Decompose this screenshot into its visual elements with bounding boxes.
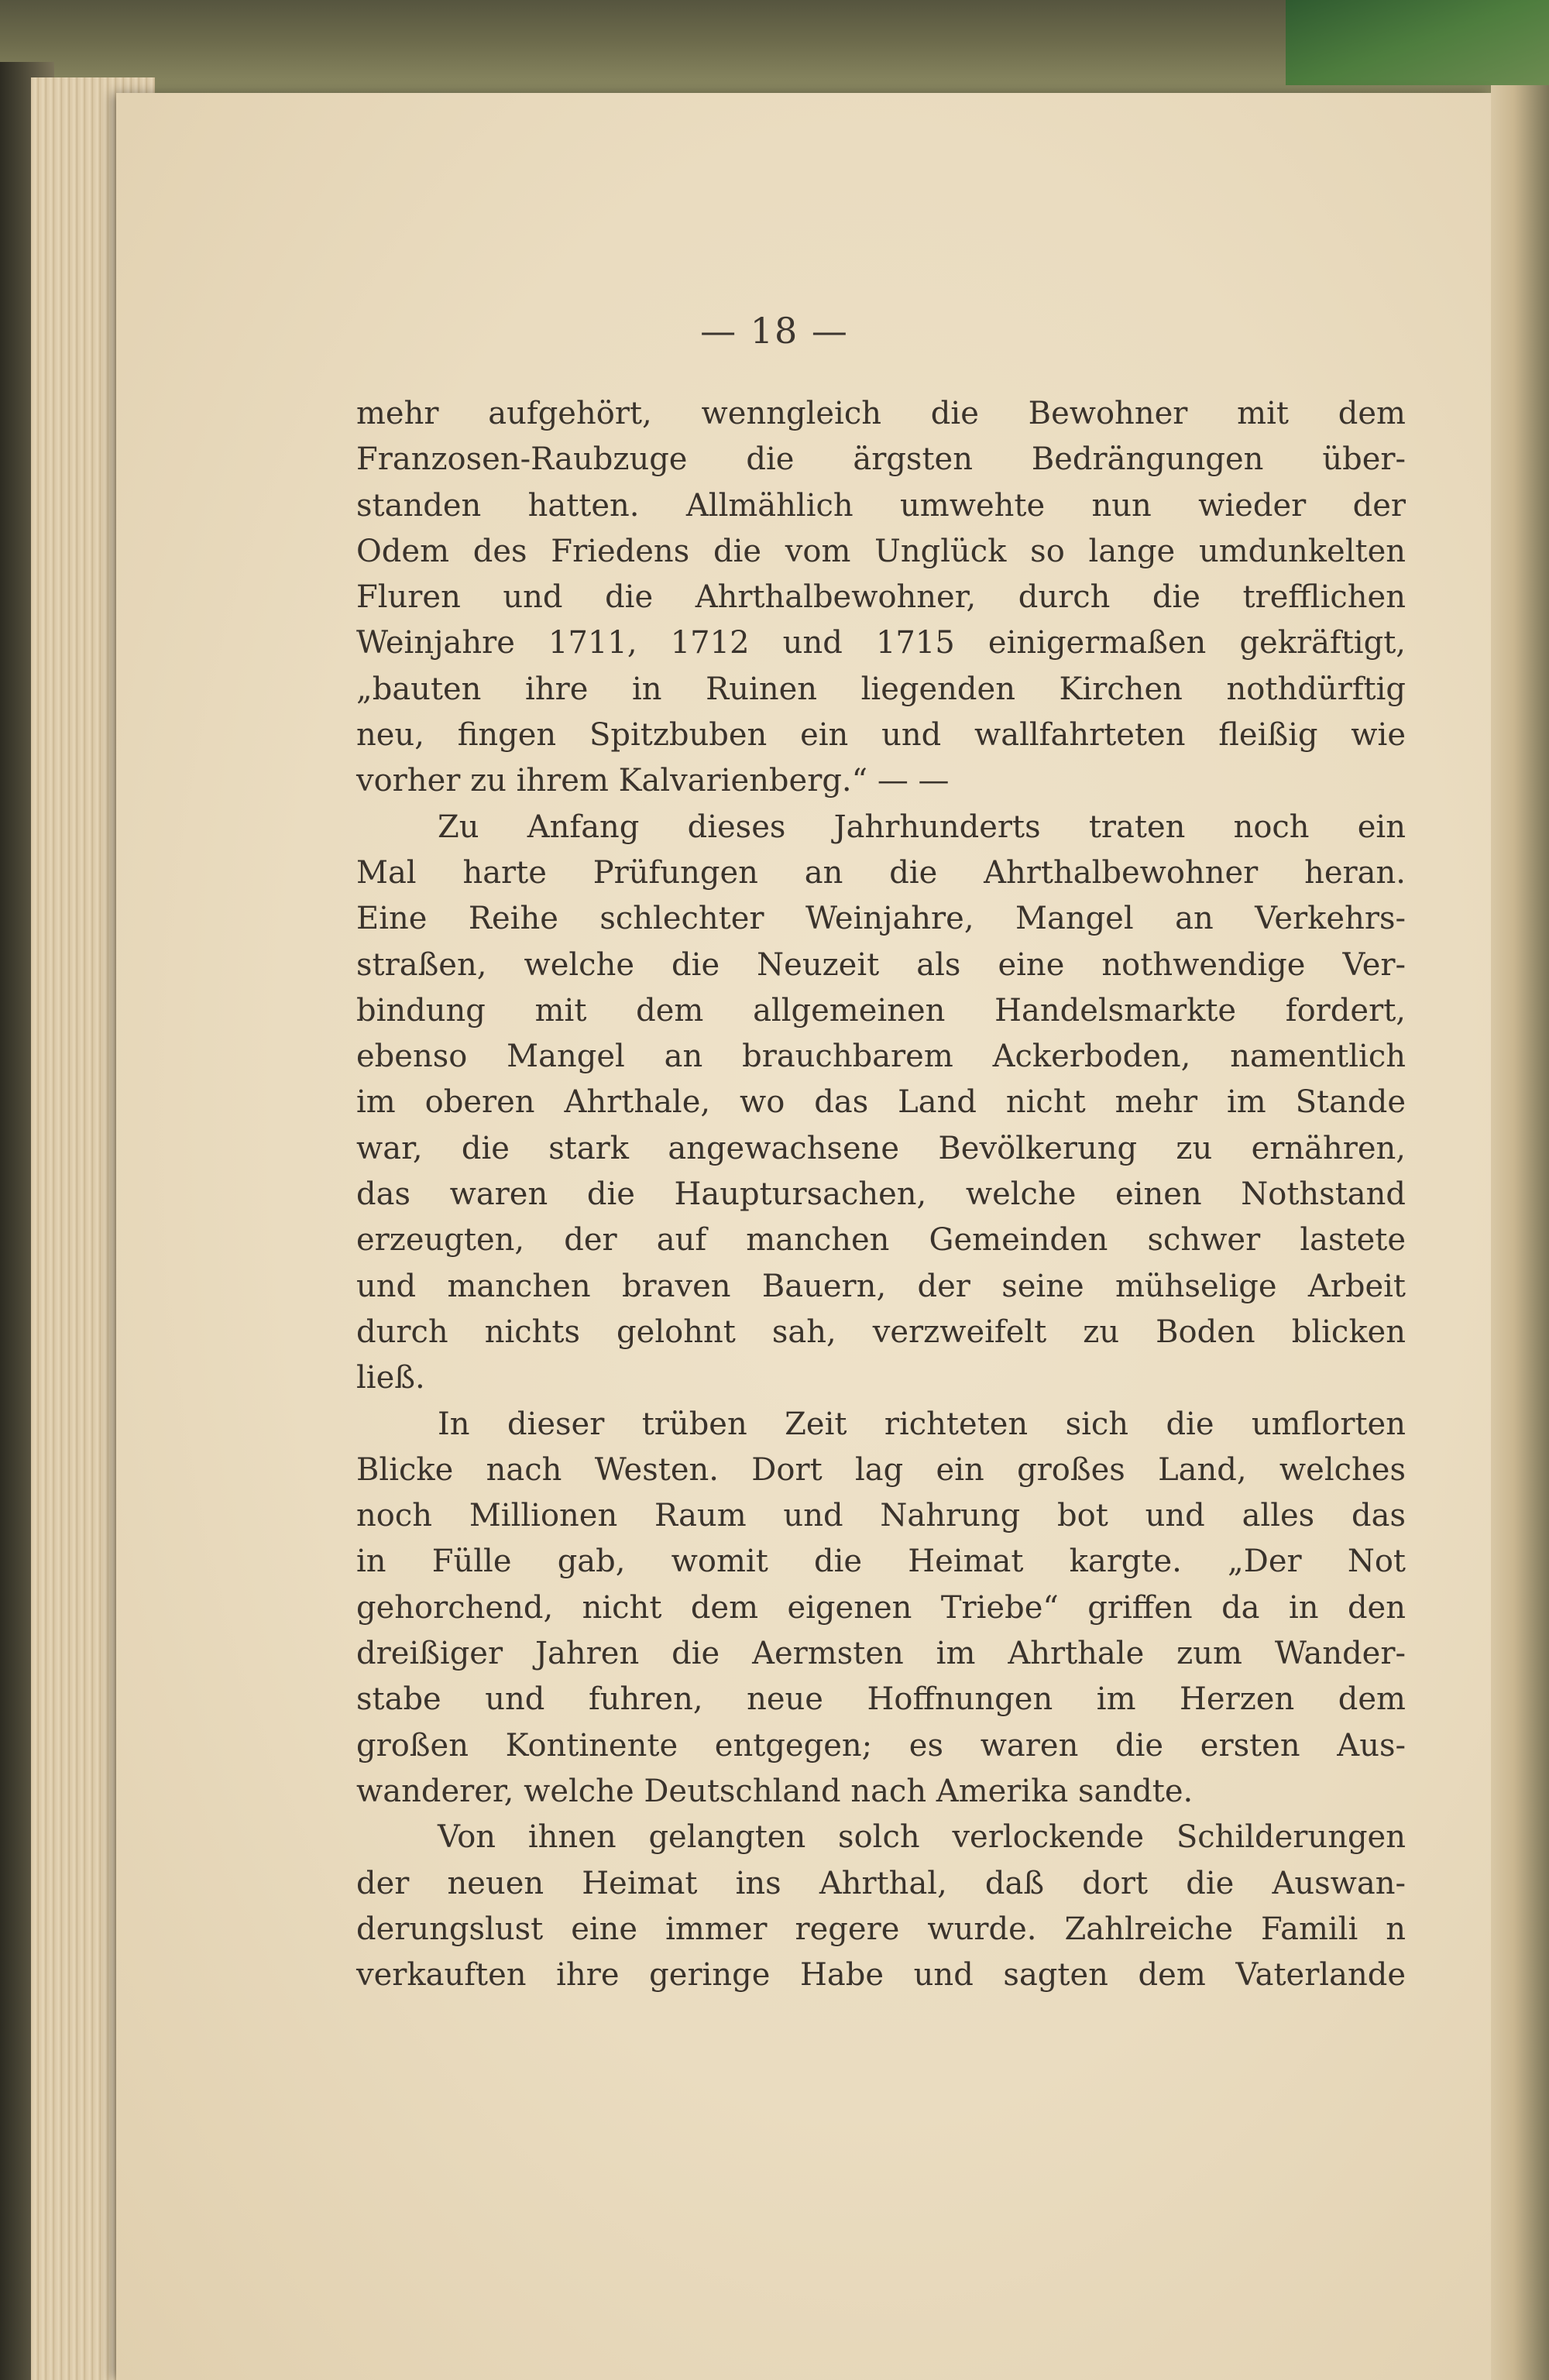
text-line: Von ihnen gelangten solch verlockende Schilderungen	[438, 1819, 1406, 1856]
text-line: gehorchend, nicht dem eigenen Triebe“ griffen da in den	[356, 1589, 1406, 1626]
text-line: Blicke nach Westen. Dort lag ein großes Land, welches	[356, 1451, 1406, 1488]
text-line: In dieser trüben Zeit richteten sich die umflorten	[438, 1406, 1406, 1442]
text-line: der neuen Heimat ins Ahrthal, daß dort die Auswan-	[356, 1865, 1406, 1901]
text-line: stabe und fuhren, neue Hoffnungen im Herzen dem	[356, 1681, 1406, 1718]
text-line: großen Kontinente entgegen; es waren die ersten Aus-	[356, 1727, 1406, 1764]
page-number: — 18 —	[700, 310, 849, 352]
text-line: standen hatten. Allmählich umwehte nun wieder der	[356, 487, 1406, 524]
text-line: „bauten ihre in Ruinen liegenden Kirchen nothdürftig	[356, 671, 1406, 707]
book-binding-corner	[1286, 0, 1549, 85]
text-line: war, die stark angewachsene Bevölkerung zu ernähren,	[356, 1130, 1406, 1166]
body-text	[356, 391, 1406, 1998]
text-line: wanderer, welche Deutschland nach Amerika sandte.	[356, 1773, 1194, 1809]
text-line: in Fülle gab, womit die Heimat kargte. „Der Not	[356, 1544, 1406, 1580]
text-line: Weinjahre 1711, 1712 und 1715 einigermaßen gekräftigt,	[356, 625, 1406, 661]
text-line: neu, fingen Spitzbuben ein und wallfahrteten fleißig wie	[356, 717, 1406, 754]
text-line: im oberen Ahrthale, wo das Land nicht mehr im Stande	[356, 1084, 1406, 1121]
text-line: Mal harte Prüfungen an die Ahrthalbewohner heran.	[356, 854, 1406, 891]
text-line: erzeugten, der auf manchen Gemeinden schwer lastete	[356, 1222, 1406, 1259]
text-line: derungslust eine immer regere wurde. Zahlreiche Famili n	[356, 1911, 1406, 1947]
text-line: Franzosen-Raubzuge die ärgsten Bedrängungen über-	[356, 441, 1406, 478]
text-line: verkauften ihre geringe Habe und sagten dem Vaterlande	[356, 1957, 1406, 1994]
text-line: ließ.	[356, 1360, 425, 1396]
text-line: und manchen braven Bauern, der seine mühselige Arbeit	[356, 1268, 1406, 1304]
text-line: Fluren und die Ahrthalbewohner, durch die trefflichen	[356, 579, 1406, 616]
text-line: Eine Reihe schlechter Weinjahre, Mangel an Verkehrs-	[356, 901, 1406, 937]
text-line: bindung mit dem allgemeinen Handelsmarkte fordert,	[356, 992, 1406, 1029]
text-line: Zu Anfang dieses Jahrhunderts traten noch ein	[438, 809, 1406, 845]
text-line: vorher zu ihrem Kalvarienberg.“ — —	[356, 763, 950, 799]
text-line: dreißiger Jahren die Aermsten im Ahrthale zum Wander-	[356, 1636, 1406, 1672]
text-line: straßen, welche die Neuzeit als eine nothwendige Ver-	[356, 946, 1406, 983]
text-line: ebenso Mangel an brauchbarem Ackerboden, namentlich	[356, 1039, 1406, 1075]
text-line: mehr aufgehört, wenngleich die Bewohner mit dem	[356, 396, 1406, 431]
text-line: das waren die Hauptursachen, welche einen Nothstand	[356, 1176, 1406, 1213]
book-right-edge	[1491, 85, 1549, 2380]
text-line: Odem des Friedens die vom Unglück so lange umdunkelten	[356, 533, 1406, 569]
text-line: noch Millionen Raum und Nahrung bot und alles das	[356, 1498, 1406, 1534]
text-line: durch nichts gelohnt sah, verzweifelt zu Boden blicken	[356, 1314, 1406, 1350]
